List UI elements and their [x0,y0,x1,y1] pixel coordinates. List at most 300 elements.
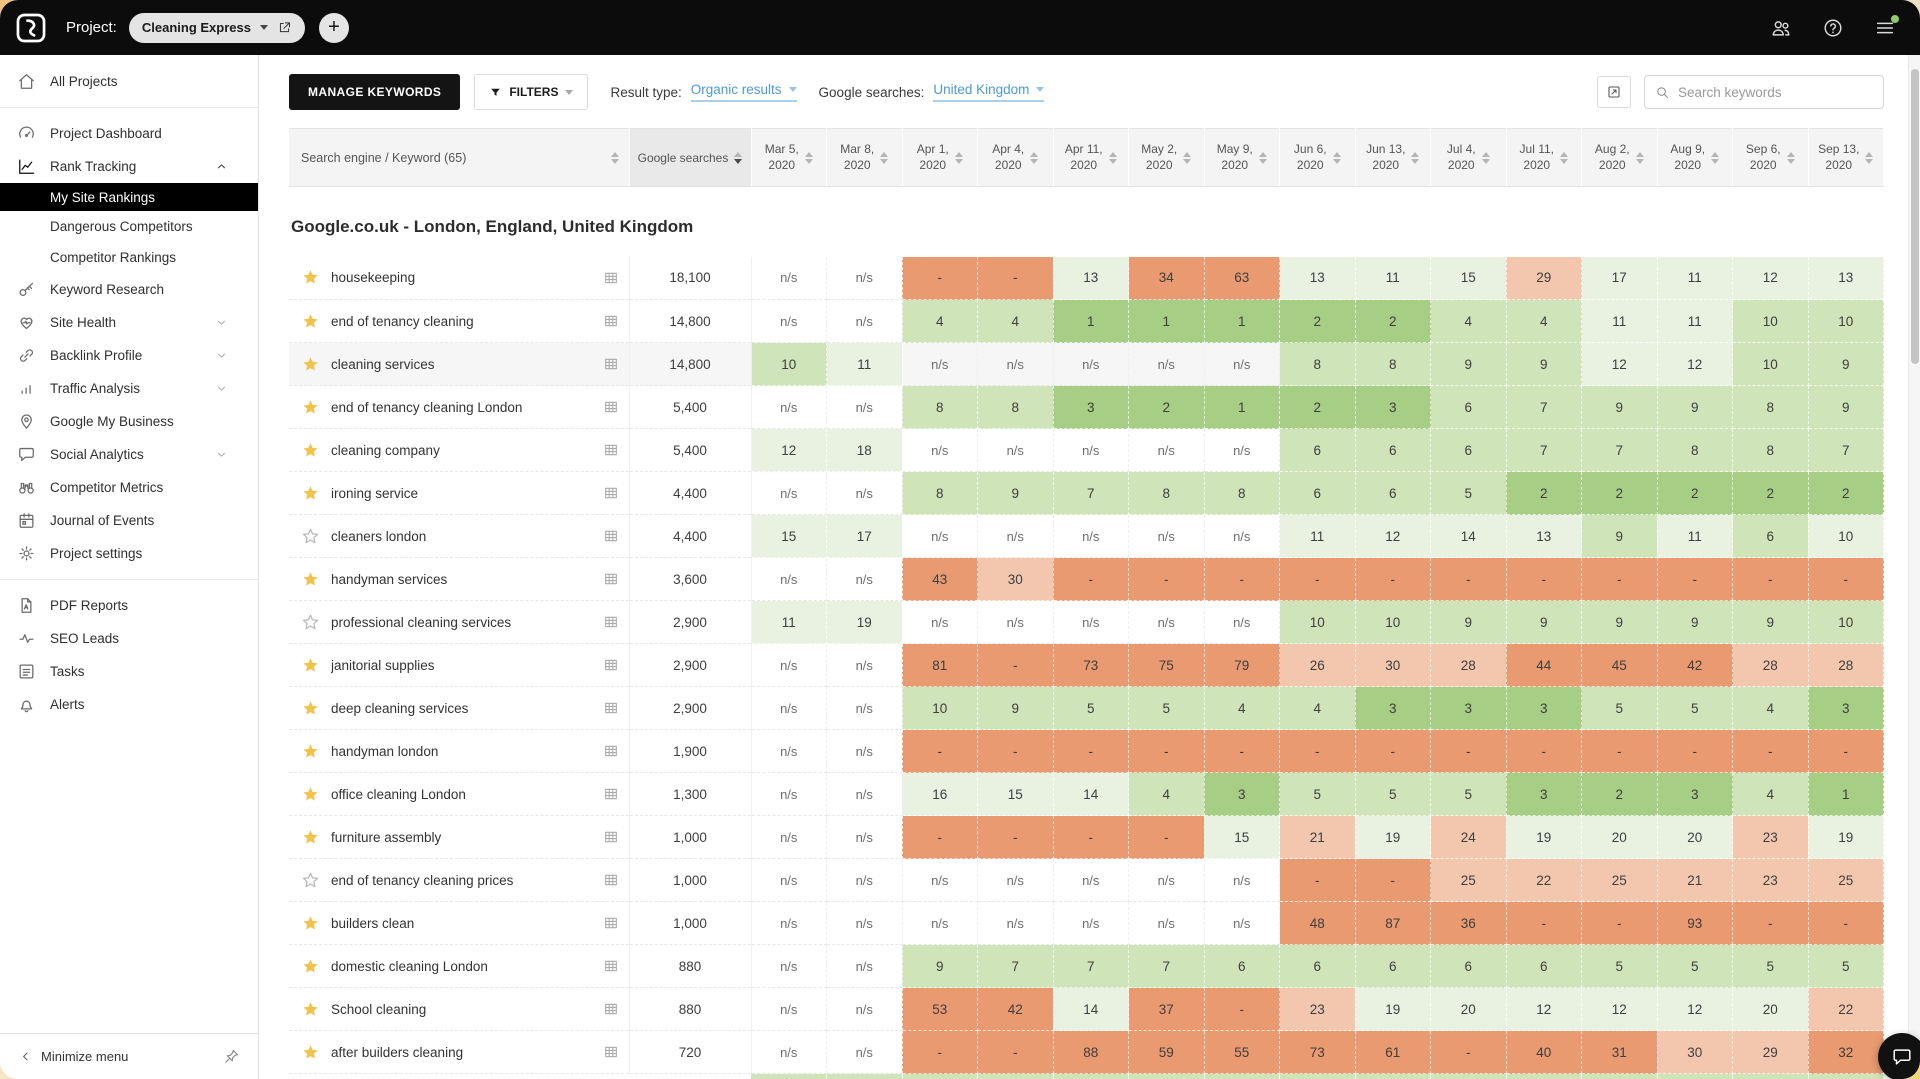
users-icon[interactable] [1770,17,1792,39]
pin-icon[interactable] [223,1048,240,1065]
rank-cell: 9 [1506,601,1582,644]
rank-cell: 9 [1733,601,1809,644]
sidebar-item-site-health[interactable] [0,306,258,339]
rank-cell: 4 [1506,300,1582,343]
rank-cell: 17 [1582,257,1658,300]
rank-cell: n/s [1129,902,1205,945]
serp-features-icon[interactable] [603,786,619,802]
sidebar-item-pdf-reports[interactable] [0,589,258,622]
favorite-star-icon[interactable] [301,957,320,976]
sort-icon [1109,152,1117,164]
rank-cell: - [902,1031,978,1074]
chevron-down-icon [565,90,573,95]
sidebar-item-tasks[interactable] [0,655,258,688]
sort-icon [1711,152,1719,164]
rank-cell: 61 [1355,1031,1431,1074]
date-column-header[interactable] [1204,129,1280,187]
rank-cell: 7 [1129,945,1205,988]
search-volume-cell: 3,600 [629,558,751,601]
result-type-label: Result type: [610,84,682,100]
keyword-cell [289,859,629,902]
date-column-header[interactable] [1355,129,1431,187]
keyword-link[interactable]: after builders cleaning [331,1044,464,1060]
rank-cell: 21 [1280,816,1356,859]
serp-features-icon[interactable] [603,528,619,544]
rank-cell: n/s [827,687,903,730]
sidebar-subitem-competitor-rankings[interactable]: Competitor Rankings [50,250,177,265]
keyword-row [289,988,1884,1031]
all-projects-icon [17,72,36,91]
keyword-link[interactable]: handyman london [331,743,439,759]
rank-cell: - [978,730,1054,773]
keyword-link[interactable]: cleaners london [331,528,427,544]
rank-cell: - [1129,558,1205,601]
rank-cell: n/s [1129,601,1205,644]
expand-table-button[interactable] [1597,76,1631,108]
date-column-header[interactable] [1280,129,1356,187]
rank-cell: 11 [827,343,903,386]
date-column-header[interactable] [751,129,827,187]
serp-features-icon[interactable] [603,915,619,931]
rank-cell: 10 [1808,300,1884,343]
rank-cell: n/s [1204,343,1280,386]
keyword-cell [289,902,629,945]
rank-cell: 19 [1355,988,1431,1031]
serp-features-icon[interactable] [603,872,619,888]
rank-cell: n/s [751,472,827,515]
rank-cell: 79 [1204,644,1280,687]
rank-cell: 5 [1657,945,1733,988]
rank-cell: n/s [751,945,827,988]
keyword-link[interactable]: end of tenancy cleaning [331,313,474,329]
keyword-cell [289,730,629,773]
sidebar-item-competitor-metrics[interactable] [0,471,258,504]
serp-features-icon[interactable] [603,270,619,286]
minimize-menu-button[interactable]: Minimize menu [41,1049,129,1064]
sidebar-item-label: PDF Reports [50,598,129,613]
serp-features-icon[interactable] [603,313,619,329]
rank-cell: 42 [1657,644,1733,687]
sort-icon [1560,152,1568,164]
rank-cell: 6 [1355,472,1431,515]
favorite-star-icon[interactable] [301,828,320,847]
rank-cell: - [1506,558,1582,601]
rank-cell: n/s [827,816,903,859]
rank-cell: 10 [1733,343,1809,386]
rank-cell: 6 [1431,945,1507,988]
manage-keywords-button[interactable]: MANAGE KEYWORDS [289,74,460,110]
serp-features-icon[interactable] [603,485,619,501]
project-settings-icon [17,544,36,563]
sidebar-item-label: Google My Business [50,414,174,429]
rank-cell: - [1808,902,1884,945]
rank-cell: 5 [1733,945,1809,988]
rank-cell: n/s [978,515,1054,558]
keyword-cell [289,1031,629,1074]
rank-cell: - [1129,816,1205,859]
rank-cell: 12 [1657,343,1733,386]
favorite-star-outline-icon[interactable] [301,871,320,890]
rank-cell: - [1204,730,1280,773]
rank-cell: n/s [751,902,827,945]
pdf-reports-icon [17,596,36,615]
serp-features-icon[interactable] [603,743,619,759]
sidebar-item-project-settings[interactable] [0,537,258,570]
filters-label: FILTERS [509,85,559,99]
favorite-star-icon[interactable] [301,355,320,374]
keyword-row [289,859,1884,902]
date-column-header[interactable] [1657,129,1733,187]
rank-cell: - [1355,859,1431,902]
rank-cell: 9 [902,945,978,988]
rankings-table [289,128,1884,1079]
rank-cell: n/s [1129,343,1205,386]
favorite-star-outline-icon[interactable] [301,613,320,632]
sidebar-subitem-my-site-rankings[interactable]: My Site Rankings [0,183,258,211]
chevron-down-icon [215,316,228,329]
keyword-link[interactable]: handyman services [331,571,448,587]
keyword-cell [289,343,629,386]
rank-cell: n/s [751,1031,827,1074]
keyword-row [289,902,1884,945]
rank-cell: 8 [1280,343,1356,386]
search-volume-cell: 4,400 [629,515,751,558]
sort-icon [611,152,619,164]
keyword-research-icon [17,280,36,299]
rank-cell: 20 [1582,816,1658,859]
scrollbar-thumb[interactable] [1911,69,1919,364]
serp-features-icon[interactable] [603,1044,619,1060]
keyword-row [289,687,1884,730]
rank-cell: n/s [827,300,903,343]
rank-cell: 9 [1582,386,1658,429]
notification-dot [1891,15,1899,23]
keyword-link[interactable]: cleaning services [331,356,435,372]
google-searches-dropdown[interactable] [933,82,1044,102]
sidebar-nav [0,55,258,1033]
date-column-header[interactable] [1129,129,1205,187]
volume-header-label: Google searches [637,150,729,165]
rank-cell: - [1280,558,1356,601]
date-label: Mar 8, 2020 [840,141,875,172]
rank-cell: 53 [902,988,978,1031]
sidebar-item-seo-leads[interactable] [0,622,258,655]
keyword-header-label: Search engine / Keyword (65) [301,150,467,165]
date-column-header[interactable] [1582,129,1658,187]
date-column-header[interactable] [1053,129,1129,187]
search-volume-cell: 18,100 [629,257,751,300]
rank-cell: - [1808,730,1884,773]
keyword-cell [289,429,629,472]
rank-cell: 19 [1808,816,1884,859]
serp-features-icon[interactable] [603,442,619,458]
keyword-row [289,515,1884,558]
favorite-star-icon[interactable] [301,484,320,503]
search-box [1644,75,1884,109]
keyword-column-header[interactable] [289,129,629,187]
sidebar-item-label: Traffic Analysis [50,381,141,396]
serp-features-icon[interactable] [603,829,619,845]
rank-cell: n/s [1129,859,1205,902]
date-column-header[interactable] [1431,129,1507,187]
sidebar-item-alerts[interactable] [0,688,258,721]
sidebar-item-backlink-profile[interactable] [0,339,258,372]
sort-icon [880,152,888,164]
sidebar-item-label: All Projects [50,74,118,89]
result-type-dropdown[interactable] [691,82,797,102]
rank-cell: n/s [978,859,1054,902]
project-selector[interactable] [129,13,305,43]
date-label: Jun 13, 2020 [1366,141,1406,172]
rank-cell: 25 [1431,859,1507,902]
sort-icon [1482,152,1490,164]
rank-cell: 6 [1280,472,1356,515]
rank-cell: 7 [1053,945,1129,988]
rank-cell: 2 [1808,472,1884,515]
traffic-analysis-icon [17,379,36,398]
date-column-header[interactable] [902,129,978,187]
rank-cell: 11 [1280,515,1356,558]
keyword-link[interactable]: end of tenancy cleaning London [331,399,523,415]
chevron-down-icon [1036,87,1044,92]
keyword-link[interactable]: cleaning company [331,442,440,458]
sidebar-item-all-projects[interactable] [0,65,258,98]
keyword-link[interactable]: domestic cleaning London [331,958,488,974]
external-link-icon[interactable] [277,20,292,35]
keyword-row [289,300,1884,343]
keyword-link[interactable]: professional cleaning services [331,614,512,630]
keyword-link[interactable]: office cleaning London [331,786,466,802]
rank-cell: n/s [827,730,903,773]
rank-cell: 12 [1355,515,1431,558]
rank-cell: 34 [1129,257,1205,300]
keyword-link[interactable]: ironing service [331,485,419,501]
rank-cell: - [1204,988,1280,1031]
rank-cell: 14 [1053,988,1129,1031]
google-my-business-icon [17,412,36,431]
rank-cell: 13 [1808,257,1884,300]
keyword-row [289,429,1884,472]
keyword-link[interactable]: School cleaning [331,1001,427,1017]
rank-cell: - [978,257,1054,300]
favorite-star-icon[interactable] [301,1000,320,1019]
date-label: Aug 9, 2020 [1670,141,1706,172]
sidebar-item-label: Journal of Events [50,513,155,528]
chat-widget-button[interactable] [1878,1033,1920,1079]
keyword-link[interactable]: housekeeping [331,270,416,286]
date-column-header[interactable] [827,129,903,187]
search-icon [1655,85,1670,100]
rank-cell: - [1657,558,1733,601]
favorite-star-icon[interactable] [301,398,320,417]
rank-cell: 2 [1733,472,1809,515]
favorite-star-icon[interactable] [301,914,320,933]
keyword-cell [289,601,629,644]
rank-cell: 23 [1733,859,1809,902]
sidebar-item-journal-of-events[interactable] [0,504,258,537]
add-project-button[interactable]: + [319,13,349,43]
sidebar-divider [0,579,258,580]
serp-features-icon[interactable] [603,356,619,372]
sidebar-item-label: Alerts [50,697,85,712]
rank-cell: 28 [1808,644,1884,687]
date-label: May 2, 2020 [1141,141,1178,172]
keyword-link[interactable]: deep cleaning services [331,700,469,716]
rank-cell: 17 [827,515,903,558]
date-column-header[interactable] [978,129,1054,187]
date-label: Aug 2, 2020 [1594,141,1630,172]
serp-features-icon[interactable] [603,614,619,630]
sidebar-item-traffic-analysis[interactable] [0,372,258,405]
rank-cell: 63 [1204,257,1280,300]
rank-cell: 8 [1733,429,1809,472]
keyword-cell [289,945,629,988]
sidebar-item-project-dashboard[interactable] [0,117,258,150]
rank-cell: 15 [1431,257,1507,300]
vertical-scrollbar[interactable] [1908,55,1920,1079]
rank-cell: n/s [751,730,827,773]
rank-cell: 4 [1733,687,1809,730]
rank-cell: 3 [1431,687,1507,730]
keyword-link[interactable]: end of tenancy cleaning prices [331,872,514,888]
chevron-down-icon [215,448,228,461]
sort-icon [1259,152,1267,164]
favorite-star-icon[interactable] [301,312,320,331]
serp-features-icon[interactable] [603,399,619,415]
favorite-star-icon[interactable] [301,699,320,718]
rank-cell: 9 [1582,515,1658,558]
sort-icon [1787,152,1795,164]
rank-cell: n/s [1204,859,1280,902]
rank-cell: 7 [1582,429,1658,472]
serp-features-icon[interactable] [603,958,619,974]
rank-cell: 25 [1582,859,1658,902]
rank-cell: 1 [1204,386,1280,429]
date-column-header[interactable] [1506,129,1582,187]
rank-cell: n/s [1053,601,1129,644]
favorite-star-icon[interactable] [301,742,320,761]
keyword-row [289,773,1884,816]
rank-cell: 40 [1506,1031,1582,1074]
date-label: Apr 1, 2020 [916,141,949,172]
sidebar-item-label: Site Health [50,315,117,330]
sort-icon [1030,152,1038,164]
project-name: Cleaning Express [141,20,251,35]
table-header-row [289,129,1884,187]
serp-features-icon[interactable] [603,657,619,673]
favorite-star-icon[interactable] [301,656,320,675]
search-volume-cell: 1,300 [629,773,751,816]
favorite-star-icon[interactable] [301,785,320,804]
rank-cell: 37 [1129,988,1205,1031]
volume-column-header[interactable] [629,129,751,187]
rank-cell: 20 [1431,988,1507,1031]
rank-cell: 88 [1053,1031,1129,1074]
keyword-link[interactable]: builders clean [331,915,415,931]
date-label: Mar 5, 2020 [764,141,799,172]
rank-cell: 1 [1053,300,1129,343]
rank-cell: n/s [978,902,1054,945]
rank-cell: 10 [1808,601,1884,644]
search-volume-cell: 880 [629,945,751,988]
date-label: Sep 6, 2020 [1745,141,1781,172]
sidebar-item-label: Rank Tracking [50,159,137,174]
project-dashboard-icon [17,124,36,143]
keyword-link[interactable]: janitorial supplies [331,657,435,673]
keyword-link[interactable]: furniture assembly [331,829,442,845]
rank-cell: 8 [1733,386,1809,429]
rank-cell: 2 [1657,472,1733,515]
favorite-star-icon[interactable] [301,441,320,460]
rank-cell: 6 [1355,945,1431,988]
rank-cell: 3 [1355,687,1431,730]
topbar [0,0,1920,55]
search-volume-cell: 2,900 [629,644,751,687]
rank-cell: 48 [1280,902,1356,945]
rank-cell: 6 [1280,429,1356,472]
favorite-star-icon[interactable] [301,1043,320,1062]
rank-cell: 7 [978,945,1054,988]
favorite-star-icon[interactable] [301,268,320,287]
rank-cell: 4 [1280,687,1356,730]
chevron-down-icon [215,382,228,395]
rank-cell: 11 [1657,300,1733,343]
serp-features-icon[interactable] [603,1001,619,1017]
favorite-star-outline-icon[interactable] [301,527,320,546]
rank-tracking-icon [17,157,36,176]
serp-features-icon[interactable] [603,700,619,716]
favorite-star-icon[interactable] [301,570,320,589]
rank-cell: 6 [1204,945,1280,988]
rank-cell: - [1733,902,1809,945]
rank-cell: 73 [1053,644,1129,687]
sidebar-item-rank-tracking[interactable] [0,150,258,183]
rank-cell: 16 [902,773,978,816]
rank-cell: - [1582,902,1658,945]
rank-cell: n/s [751,988,827,1031]
project-label: Project: [66,19,117,36]
menu-icon[interactable] [1874,17,1896,39]
date-column-header[interactable] [1733,129,1809,187]
rank-cell: 4 [1204,687,1280,730]
sidebar-subitem-dangerous-competitors[interactable]: Dangerous Competitors [50,219,193,234]
filters-button[interactable] [474,74,588,110]
rank-cell: 3 [1808,687,1884,730]
chevron-down-icon [789,87,797,92]
rank-cell: 15 [1204,816,1280,859]
rank-cell: 2 [1582,773,1658,816]
sort-icon-active [734,152,742,164]
alerts-icon [17,695,36,714]
chevron-left-icon[interactable] [18,1049,33,1064]
date-column-header[interactable] [1808,129,1884,187]
help-icon[interactable] [1822,17,1844,39]
rank-cell: n/s [751,257,827,300]
sidebar-item-social-analytics[interactable] [0,438,258,471]
keyword-row [289,1031,1884,1074]
sidebar-item-label: Competitor Metrics [50,480,164,495]
search-input[interactable] [1678,85,1873,100]
google-searches-value: United Kingdom [933,82,1030,97]
toolbar [289,72,1884,112]
serp-features-icon[interactable] [603,571,619,587]
sidebar-item-keyword-research[interactable] [0,273,258,306]
search-volume-cell: 14,800 [629,343,751,386]
rank-cell: 6 [1506,945,1582,988]
sidebar-item-google-my-business[interactable] [0,405,258,438]
rank-cell: 29 [1506,257,1582,300]
sidebar-item-label: Keyword Research [50,282,165,297]
